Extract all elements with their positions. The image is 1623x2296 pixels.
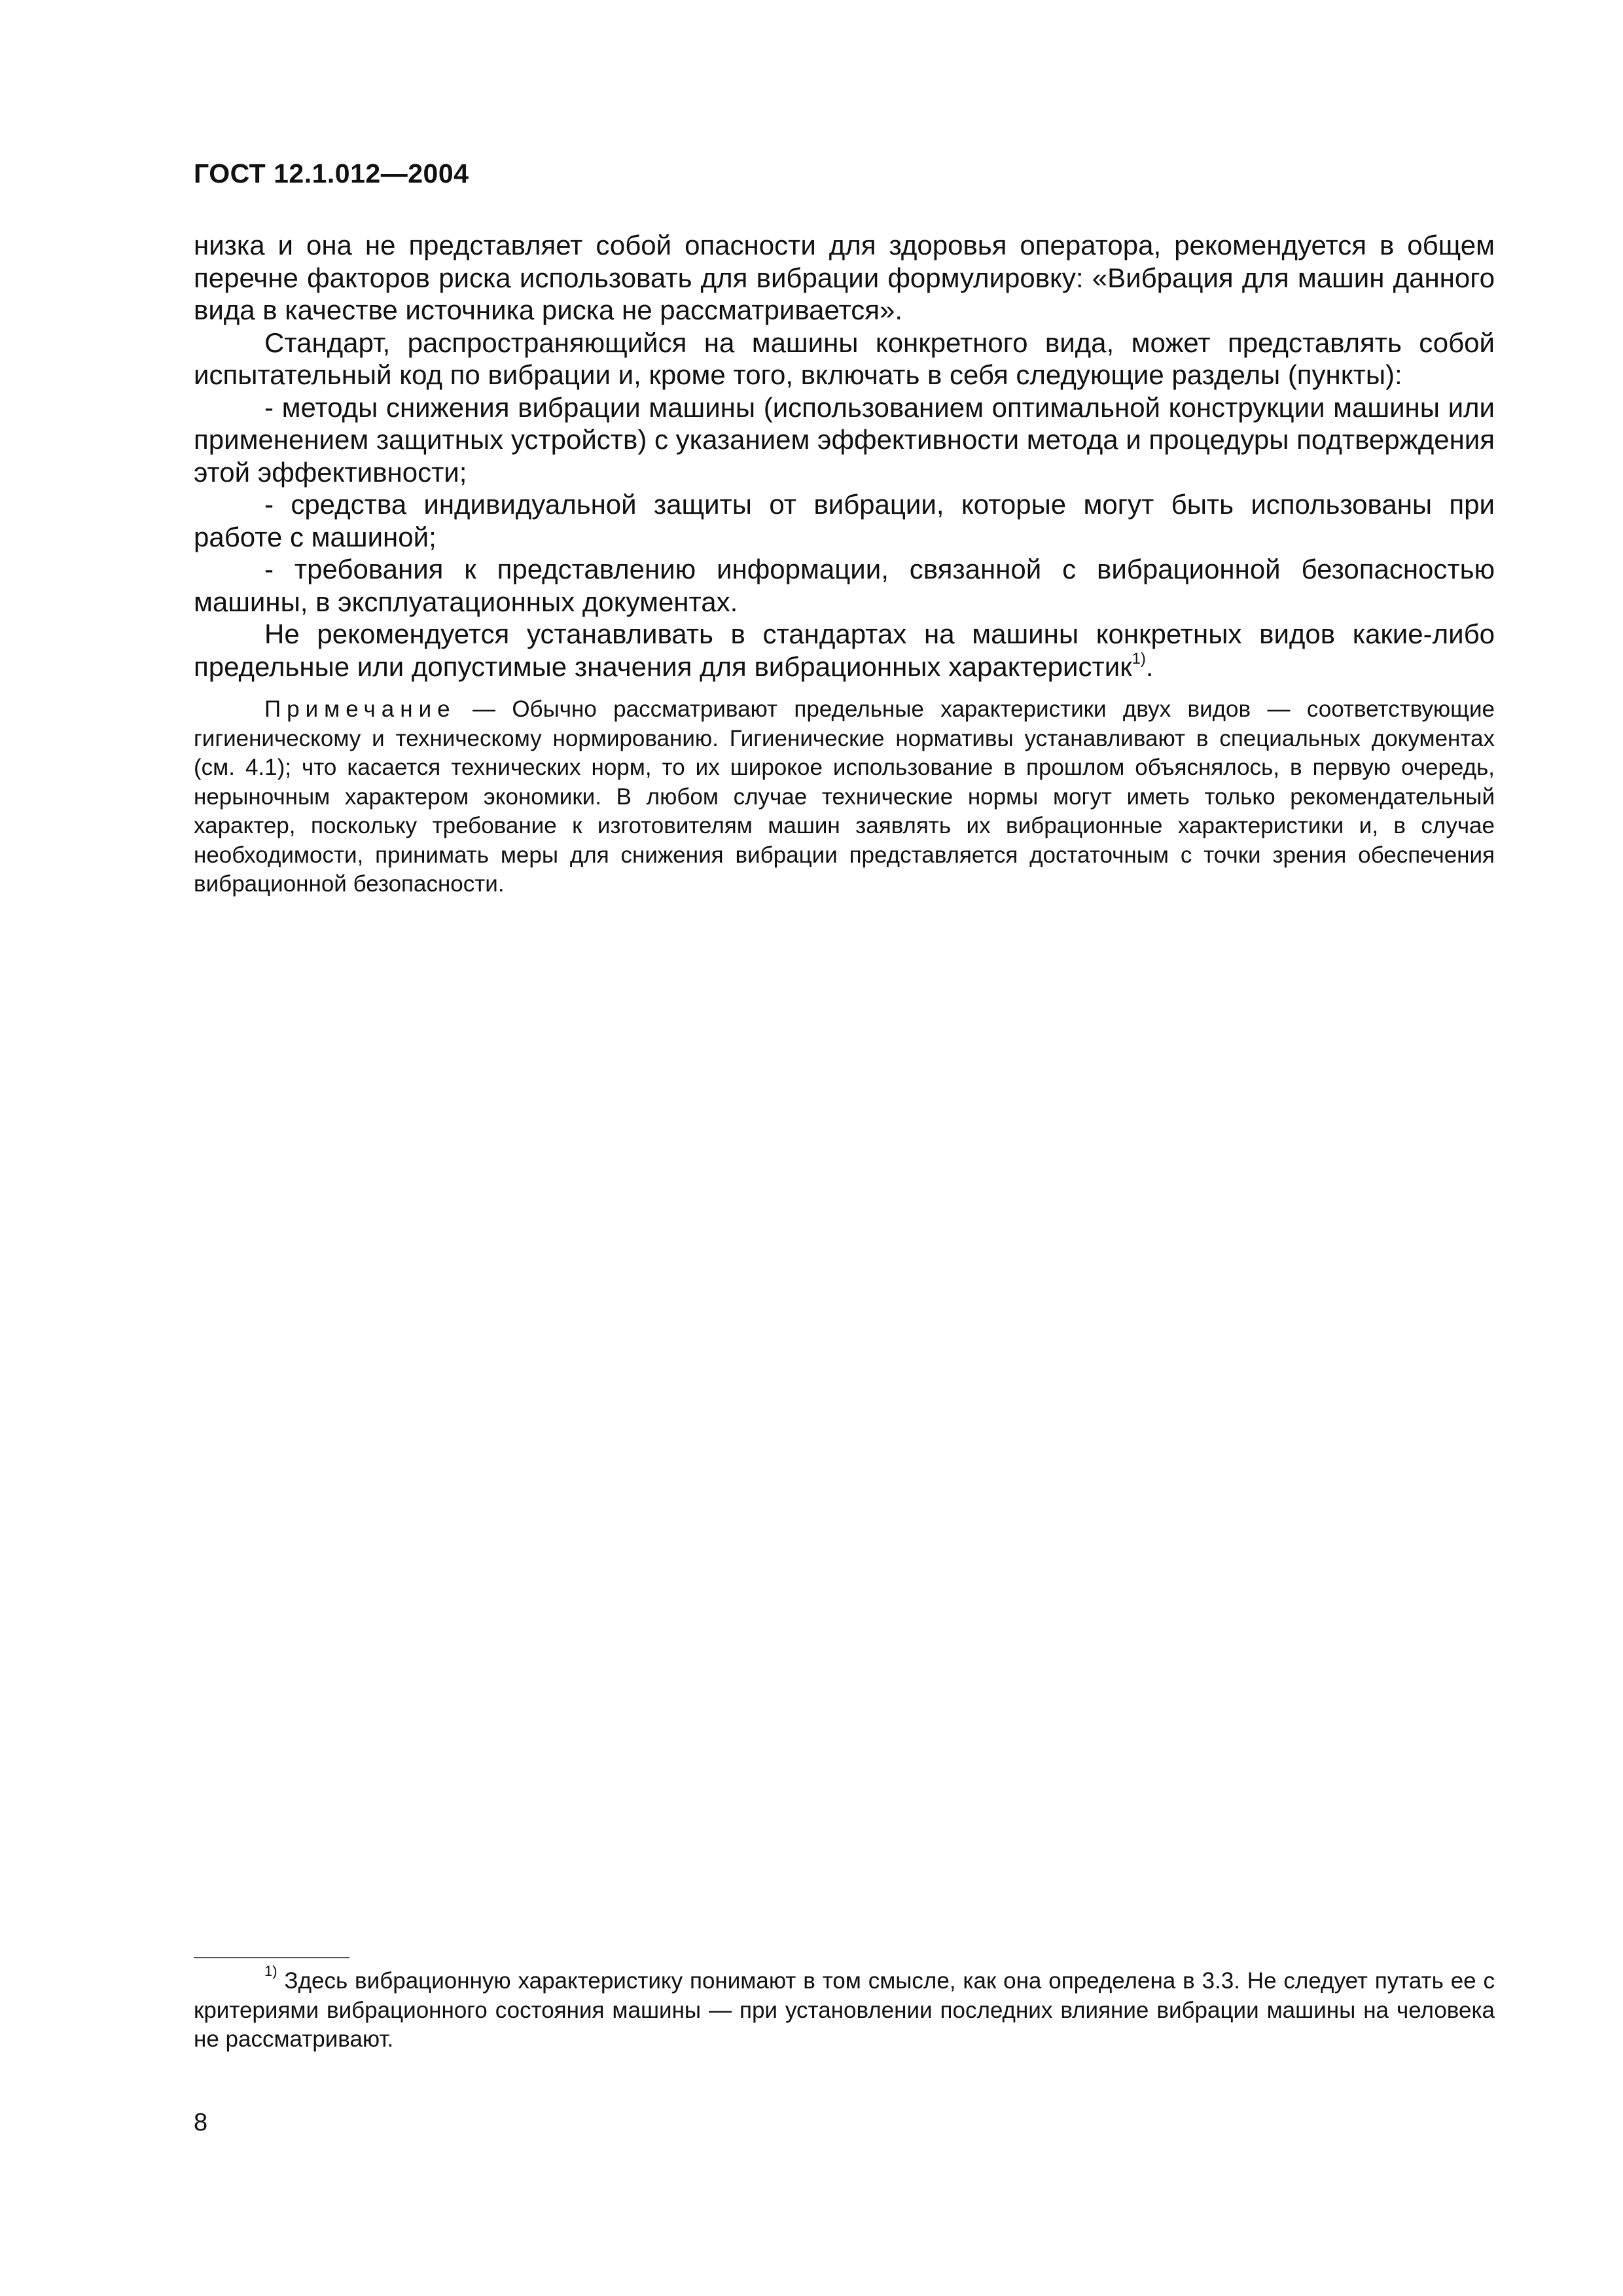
body-paragraph: Стандарт, распространяющийся на машины конкретного вида, может представлять собой испытательный код по вибрации и, кроме того, включать в себя следующие разделы (пункты): [194, 327, 1495, 390]
list-item: - средства индивидуальной защиты от вибрации, которые могут быть использованы при работе с машиной; [194, 489, 1495, 552]
list-item: - требования к представлению информации, связанной с вибрационной безопасностью машины, в эксплуатационных документах. [194, 554, 1495, 617]
note-text: Обычно рассматривают предельные характеристики двух видов — соответствующие гигиеническому и техническому нормированию. Гигиенические нормативы устанавливают в специальных документах (см. 4.1); что касается технических норм, то их широкое использование в прошлом объяснялось, в первую очередь, нерыночным характером экономики. В любом случае технические нормы могут иметь только рекомендательный характер, поскольку требование к изготовителям машин заявлять их вибрационные характеристики и, в случае необходимости, принимать меры для снижения вибрации представляется достаточным с точки зрения обеспечения вибрационной безопасности. [194, 696, 1495, 897]
body-paragraph-with-footnote [194, 618, 1495, 683]
body-text [194, 229, 1495, 683]
footnote-mark: 1) [264, 1963, 277, 1980]
footnote-divider [194, 1957, 349, 1958]
page-number: 8 [194, 2109, 208, 2136]
note-label: Примечание [264, 696, 456, 722]
note-dash: — [455, 696, 512, 722]
footnote [194, 1963, 1495, 2054]
list-item: - методы снижения вибрации машины (использованием оптимальной конструкции машины или применением защитных устройств) с указанием эффективности метода и процедуры подтверждения этой эффективности; [194, 391, 1495, 488]
standard-code-header: ГОСТ 12.1.012—2004 [194, 158, 469, 188]
body-paragraph: низка и она не представляет собой опасности для здоровья оператора, рекомендуется в общем перечне факторов риска использовать для вибрации формулировку: «Вибрация для машин данного вида в качестве источника риска не рассматривается». [194, 230, 1495, 325]
footnote-reference[interactable]: 1) [1132, 649, 1146, 668]
note-block [194, 695, 1495, 899]
paragraph-end: . [1145, 651, 1154, 682]
footnote-text: Здесь вибрационную характеристику понимают в том смысле, как она определена в 3.3. Не следует путать ее с критериями вибрационного состояния машины — при установлении последних влияние вибрации машины на человека не рассматривают. [194, 1968, 1495, 2052]
body-paragraph-text: Не рекомендуется устанавливать в стандартах на машины конкретных видов какие-либо предельные или допустимые значения для вибрационных характеристик [194, 619, 1495, 682]
